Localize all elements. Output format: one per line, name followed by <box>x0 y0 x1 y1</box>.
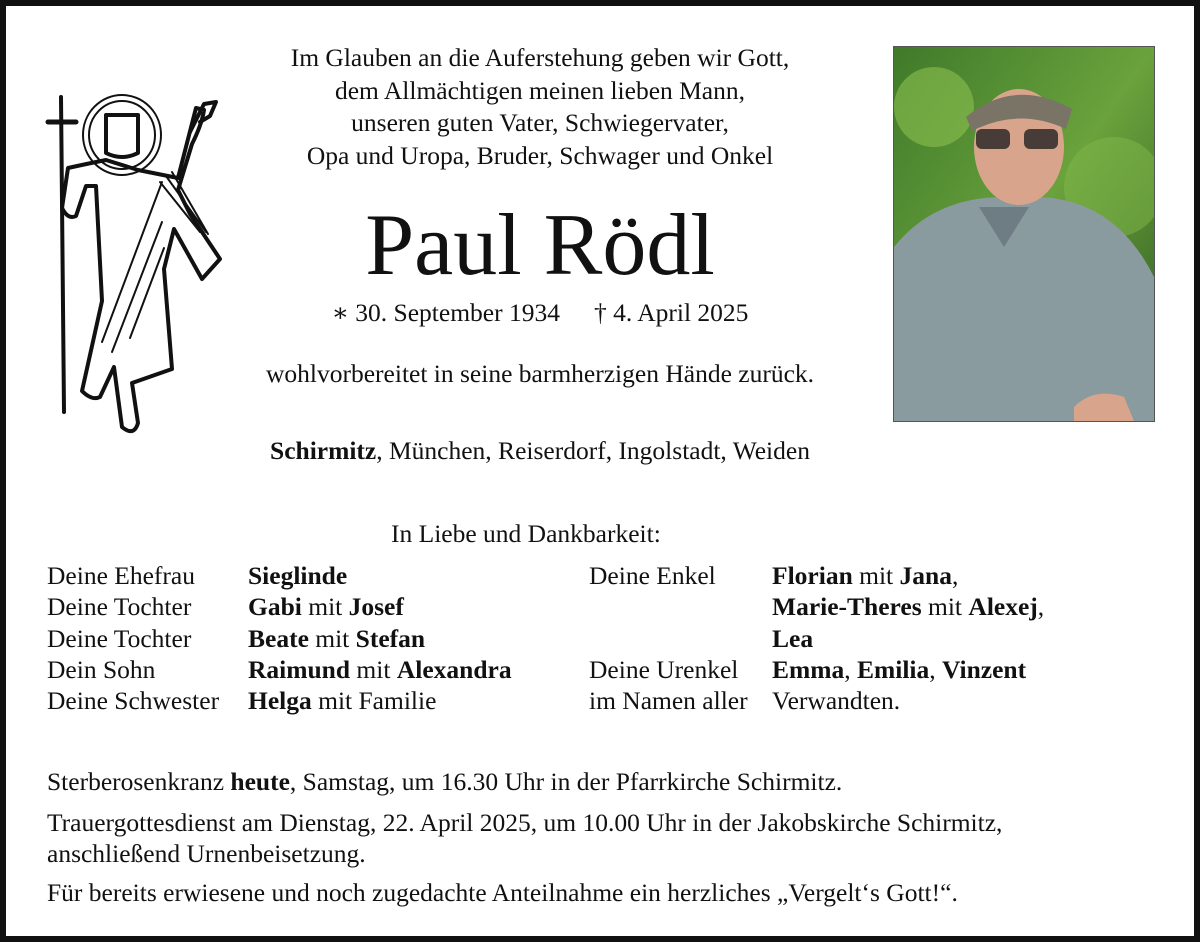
relatives-a: im Namen aller <box>589 686 748 716</box>
family-role: Deine Tochter <box>47 592 192 622</box>
family-mit: mit Familie <box>311 686 437 716</box>
family-role: Deine Urenkel <box>589 654 739 684</box>
family-name: Florian <box>772 561 853 590</box>
notice-bold: heute <box>230 767 290 796</box>
places <box>230 435 850 466</box>
family-name: Sieglinde <box>248 561 348 590</box>
intro-text <box>230 42 850 172</box>
punct: , <box>844 654 857 684</box>
gratitude-heading: In Liebe und Dankbarkeit: <box>391 519 661 548</box>
family-name: Helga <box>248 686 312 716</box>
family-role: Dein Sohn <box>47 654 156 684</box>
portrait-photo <box>893 46 1155 422</box>
punct: , <box>951 561 959 590</box>
family-name: Vinzent <box>942 654 1027 684</box>
family-name: Alexej <box>968 592 1038 622</box>
death-symbol: † <box>593 298 607 327</box>
family-entry <box>772 560 1044 591</box>
risen-christ-icon <box>40 92 225 447</box>
notice-text: , Samstag, um 16.30 Uhr in der Pfarrkirche Schirmitz. <box>289 767 843 796</box>
intro-line: dem Allmächtigen meinen lieben Mann, <box>334 75 746 105</box>
family-name: Stefan <box>355 623 426 653</box>
family-role: Deine Enkel <box>589 561 716 590</box>
family-entry <box>248 623 512 654</box>
birth-symbol: ∗ <box>331 298 349 327</box>
relatives-b: Verwandten. <box>772 686 901 716</box>
family-mit: mit <box>852 561 900 590</box>
family-name: Marie-Theres <box>772 592 922 622</box>
family-name: Alexandra <box>396 654 512 684</box>
punct: , <box>929 654 943 684</box>
closing-intro: wohlvorbereitet in seine barmherzigen Hände zurück. <box>265 359 815 388</box>
family-name: Josef <box>348 592 404 622</box>
family-entry <box>248 654 512 685</box>
punct: , <box>1037 592 1045 622</box>
family-name: Jana <box>899 561 952 590</box>
place-rest: , München, Reiserdorf, Ingolstadt, Weiden <box>376 436 810 465</box>
death-date: 4. April 2025 <box>613 298 749 327</box>
thanks-notice: Für bereits erwiesene und noch zugedachte Anteilnahme ein herzliches „Vergelt‘s Gott!“. <box>47 878 958 907</box>
family-names-left <box>248 560 512 716</box>
service-notice-1: Trauergottesdienst am Dienstag, 22. April 2025, um 10.00 Uhr in der Jakobskirche Schirmitz, <box>47 808 1003 837</box>
family-entry <box>248 685 512 716</box>
family-mit: mit <box>921 592 969 622</box>
family-mit: mit <box>350 654 397 684</box>
family-entry <box>772 623 1044 654</box>
family-name: Emma <box>772 654 845 684</box>
intro-line: Im Glauben an die Auferstehung geben wir Gott, <box>290 43 790 72</box>
family-role: Deine Tochter <box>47 623 192 653</box>
notice-text: Sterberosenkranz <box>47 767 231 796</box>
rosary-notice <box>47 766 842 797</box>
family-role: Deine Schwester <box>47 686 220 716</box>
family-name: Lea <box>772 623 814 653</box>
family-entry <box>772 591 1044 622</box>
family-role: Deine Ehefrau <box>47 561 195 590</box>
family-name: Gabi <box>248 592 302 622</box>
family-name: Raimund <box>248 654 351 684</box>
family-entry <box>248 560 512 591</box>
life-dates <box>230 298 850 328</box>
family-mit: mit <box>301 592 349 622</box>
family-entry <box>248 591 512 622</box>
family-roles-left <box>47 560 219 716</box>
family-entry <box>772 654 1044 685</box>
family-roles-right <box>589 560 748 716</box>
deceased-name: Paul Rödl <box>365 197 715 294</box>
family-mit: mit <box>308 623 356 653</box>
service-notice-2: anschließend Urnenbeisetzung. <box>47 839 366 868</box>
family-name: Beate <box>248 623 309 653</box>
birth-date: 30. September 1934 <box>355 298 560 327</box>
place-bold: Schirmitz <box>270 436 377 465</box>
intro-line: unseren guten Vater, Schwiegervater, <box>351 108 729 137</box>
family-names-right <box>772 560 1044 716</box>
family-name: Emilia <box>857 654 930 684</box>
intro-line: Opa und Uropa, Bruder, Schwager und Onkel <box>306 140 774 170</box>
